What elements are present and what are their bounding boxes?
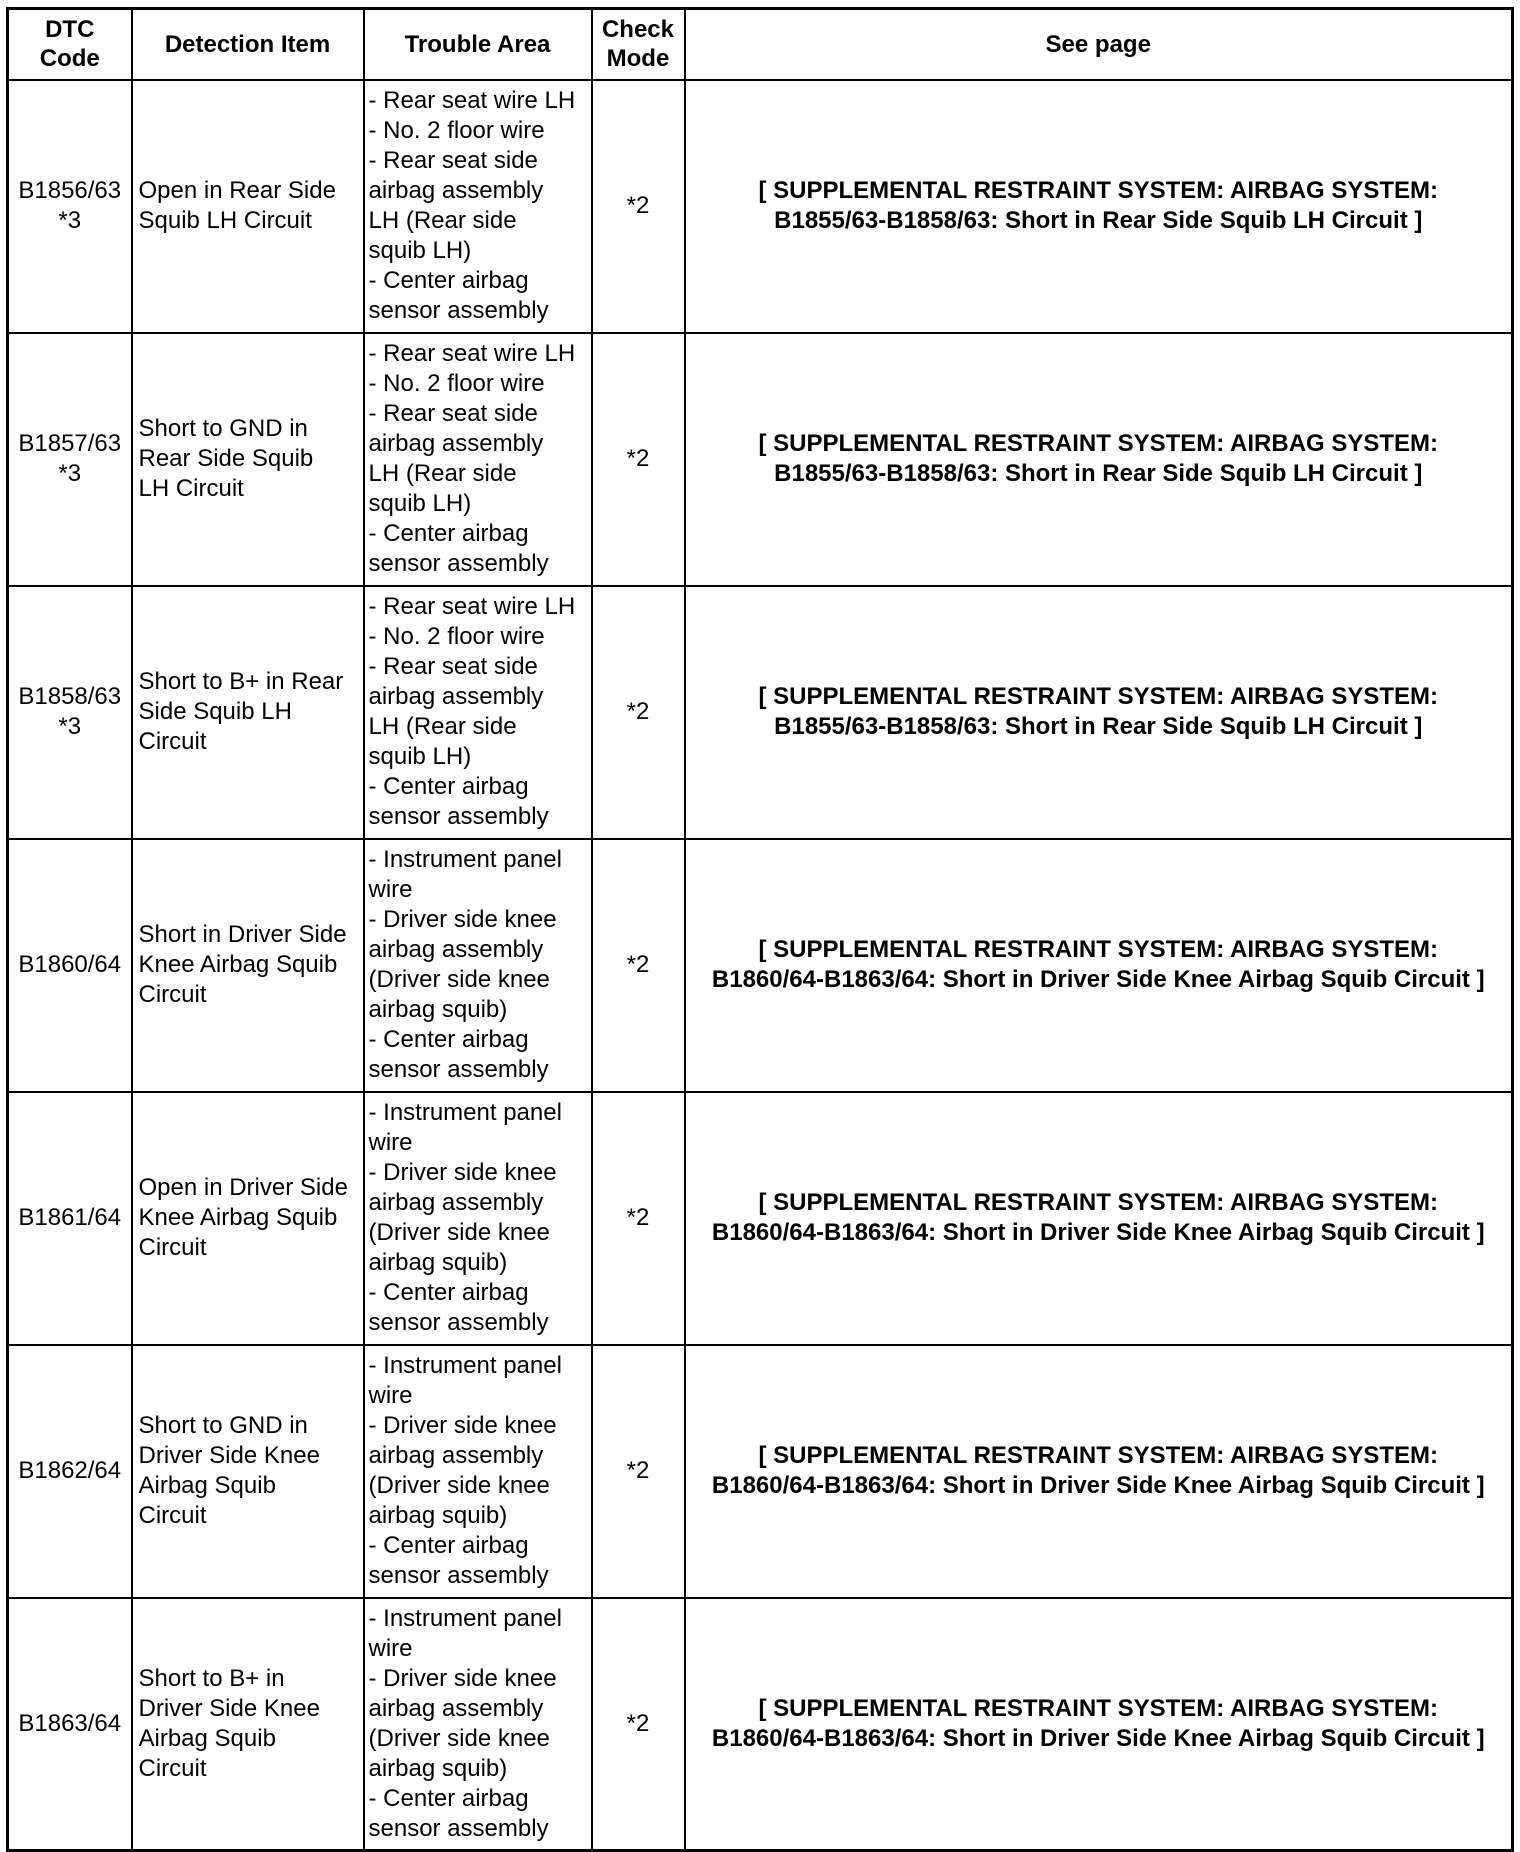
detection-item-cell-line: LH Circuit bbox=[138, 475, 244, 502]
trouble-area-cell-line: sensor assembly bbox=[368, 297, 549, 324]
table-row bbox=[8, 80, 1513, 333]
header-check-mode bbox=[592, 9, 685, 80]
trouble-area-cell-line: airbag squib) bbox=[368, 1754, 508, 1782]
trouble-area-cell-line: wire bbox=[368, 1129, 413, 1156]
trouble-area-cell-line: LH (Rear side bbox=[368, 713, 517, 740]
trouble-area-cell-line: (Driver side knee bbox=[368, 966, 550, 993]
detection-item-cell-line: Short in Driver Side bbox=[138, 921, 347, 948]
dtc-code-cell bbox=[8, 586, 132, 839]
table-row bbox=[8, 1598, 1513, 1851]
trouble-area-cell-line: airbag assembly bbox=[368, 1442, 544, 1469]
see-page-link-line: [ SUPPLEMENTAL RESTRAINT SYSTEM: AIRBAG SYSTEM: bbox=[758, 1442, 1439, 1469]
detection-item-cell-line: Airbag Squib bbox=[138, 1724, 276, 1752]
header-detection-item: Detection Item bbox=[132, 9, 364, 80]
trouble-area-cell-line: - Driver side knee bbox=[368, 1664, 557, 1692]
trouble-area-cell-line: - Center airbag bbox=[368, 1279, 529, 1306]
dtc-code-cell-line: *3 bbox=[58, 207, 82, 234]
detection-item-cell bbox=[132, 1345, 364, 1598]
header-check-mode-line: Mode bbox=[606, 45, 670, 73]
trouble-area-cell-line: - Rear seat wire LH bbox=[368, 340, 576, 367]
trouble-area-cell-line: - Center airbag bbox=[368, 773, 529, 800]
see-page-link-line: B1860/64-B1863/64: Short in Driver Side Knee Airbag Squib Circuit ] bbox=[711, 1219, 1485, 1246]
dtc-code-cell-line: B1860/64 bbox=[18, 951, 122, 978]
trouble-area-cell bbox=[364, 1345, 592, 1598]
dtc-code-cell-line: *3 bbox=[58, 460, 82, 487]
header-check-mode-line: Check bbox=[601, 16, 675, 44]
trouble-area-cell-line: - Instrument panel bbox=[368, 846, 562, 873]
check-mode-cell: *2 bbox=[592, 1092, 685, 1345]
trouble-area-cell bbox=[364, 333, 592, 586]
trouble-area-cell-line: - Rear seat side bbox=[368, 653, 538, 680]
trouble-area-cell-line: airbag squib) bbox=[368, 1502, 508, 1529]
see-page-link-line: [ SUPPLEMENTAL RESTRAINT SYSTEM: AIRBAG SYSTEM: bbox=[758, 430, 1439, 457]
trouble-area-cell-line: - No. 2 floor wire bbox=[368, 117, 545, 144]
table-row bbox=[8, 333, 1513, 586]
table-header bbox=[8, 9, 1513, 80]
trouble-area-cell-line: airbag squib) bbox=[368, 996, 508, 1023]
detection-item-cell-line: Circuit bbox=[138, 1754, 207, 1782]
trouble-area-cell-line: - Rear seat wire LH bbox=[368, 87, 576, 114]
header-dtc-code-line: Code bbox=[39, 45, 100, 73]
detection-item-cell-line: Driver Side Knee bbox=[138, 1694, 320, 1722]
see-page-link[interactable] bbox=[685, 1598, 1513, 1851]
table-row bbox=[8, 1345, 1513, 1598]
trouble-area-cell-line: wire bbox=[368, 1382, 413, 1409]
header-trouble-area: Trouble Area bbox=[364, 9, 592, 80]
trouble-area-cell-line: wire bbox=[368, 1634, 413, 1662]
see-page-link[interactable] bbox=[685, 333, 1513, 586]
dtc-code-cell bbox=[8, 1092, 132, 1345]
dtc-code-cell bbox=[8, 839, 132, 1092]
dtc-code-cell-line: *3 bbox=[58, 713, 82, 740]
detection-item-cell-line: Open in Rear Side bbox=[138, 177, 336, 204]
table-body bbox=[8, 80, 1513, 1851]
see-page-link-line: [ SUPPLEMENTAL RESTRAINT SYSTEM: AIRBAG SYSTEM: bbox=[758, 177, 1439, 204]
detection-item-cell-line: Knee Airbag Squib bbox=[138, 1204, 338, 1231]
see-page-link-line: [ SUPPLEMENTAL RESTRAINT SYSTEM: AIRBAG SYSTEM: bbox=[758, 1694, 1439, 1722]
detection-item-cell-line: Short to GND in bbox=[138, 415, 308, 442]
dtc-code-cell-line: B1858/63 bbox=[18, 683, 122, 710]
detection-item-cell-line: Circuit bbox=[138, 728, 207, 755]
trouble-area-cell bbox=[364, 1092, 592, 1345]
table-row bbox=[8, 586, 1513, 839]
detection-item-cell bbox=[132, 586, 364, 839]
see-page-link-line: [ SUPPLEMENTAL RESTRAINT SYSTEM: AIRBAG SYSTEM: bbox=[758, 683, 1439, 710]
detection-item-cell-line: Knee Airbag Squib bbox=[138, 951, 338, 978]
trouble-area-cell-line: LH (Rear side bbox=[368, 207, 517, 234]
trouble-area-cell-line: - Driver side knee bbox=[368, 906, 557, 933]
detection-item-cell-line: Side Squib LH bbox=[138, 698, 292, 725]
see-page-link-line: B1860/64-B1863/64: Short in Driver Side Knee Airbag Squib Circuit ] bbox=[711, 1472, 1485, 1499]
see-page-link-line: B1860/64-B1863/64: Short in Driver Side Knee Airbag Squib Circuit ] bbox=[711, 966, 1485, 993]
trouble-area-cell-line: - Instrument panel bbox=[368, 1099, 562, 1126]
trouble-area-cell bbox=[364, 586, 592, 839]
trouble-area-cell-line: - Instrument panel bbox=[368, 1604, 562, 1632]
detection-item-cell-line: Short to B+ in bbox=[138, 1664, 285, 1692]
check-mode-cell: *2 bbox=[592, 333, 685, 586]
trouble-area-cell-line: airbag assembly bbox=[368, 1189, 544, 1216]
trouble-area-cell-line: - Center airbag bbox=[368, 520, 529, 547]
trouble-area-cell-line: airbag assembly bbox=[368, 936, 544, 963]
detection-item-cell-line: Rear Side Squib bbox=[138, 445, 314, 472]
dtc-code-cell bbox=[8, 1598, 132, 1851]
check-mode-cell: *2 bbox=[592, 586, 685, 839]
trouble-area-cell-line: LH (Rear side bbox=[368, 460, 517, 487]
see-page-link-line: [ SUPPLEMENTAL RESTRAINT SYSTEM: AIRBAG SYSTEM: bbox=[758, 1189, 1439, 1216]
trouble-area-cell-line: (Driver side knee bbox=[368, 1724, 550, 1752]
trouble-area-cell bbox=[364, 80, 592, 333]
dtc-code-cell-line: B1856/63 bbox=[18, 177, 122, 204]
trouble-area-cell-line: - Center airbag bbox=[368, 267, 529, 294]
see-page-link[interactable] bbox=[685, 839, 1513, 1092]
see-page-link-line: B1855/63-B1858/63: Short in Rear Side Squib LH Circuit ] bbox=[774, 713, 1423, 740]
detection-item-cell bbox=[132, 1092, 364, 1345]
check-mode-cell: *2 bbox=[592, 80, 685, 333]
see-page-link[interactable] bbox=[685, 1092, 1513, 1345]
trouble-area-cell-line: airbag assembly bbox=[368, 177, 544, 204]
header-dtc-code-line: DTC bbox=[45, 16, 95, 44]
detection-item-cell-line: Squib LH Circuit bbox=[138, 207, 312, 234]
dtc-code-cell bbox=[8, 333, 132, 586]
trouble-area-cell-line: (Driver side knee bbox=[368, 1219, 550, 1246]
trouble-area-cell-line: (Driver side knee bbox=[368, 1472, 550, 1499]
trouble-area-cell-line: airbag assembly bbox=[368, 1694, 544, 1722]
trouble-area-cell-line: - Rear seat side bbox=[368, 147, 538, 174]
dtc-code-cell-line: B1857/63 bbox=[18, 430, 122, 457]
trouble-area-cell-line: - Driver side knee bbox=[368, 1159, 557, 1186]
trouble-area-cell-line: - Rear seat wire LH bbox=[368, 593, 576, 620]
detection-item-cell-line: Circuit bbox=[138, 981, 207, 1008]
header-row bbox=[8, 9, 1513, 80]
trouble-area-cell-line: - Driver side knee bbox=[368, 1412, 557, 1439]
trouble-area-cell-line: airbag squib) bbox=[368, 1249, 508, 1276]
trouble-area-cell bbox=[364, 1598, 592, 1851]
detection-item-cell-line: Airbag Squib bbox=[138, 1472, 276, 1499]
see-page-link-line: B1855/63-B1858/63: Short in Rear Side Squib LH Circuit ] bbox=[774, 207, 1423, 234]
trouble-area-cell-line: sensor assembly bbox=[368, 1056, 549, 1083]
trouble-area-cell-line: - Rear seat side bbox=[368, 400, 538, 427]
trouble-area-cell-line: sensor assembly bbox=[368, 1562, 549, 1589]
table-row bbox=[8, 1092, 1513, 1345]
dtc-code-cell-line: B1861/64 bbox=[18, 1204, 122, 1231]
trouble-area-cell-line: - No. 2 floor wire bbox=[368, 623, 545, 650]
trouble-area-cell bbox=[364, 839, 592, 1092]
trouble-area-cell-line: squib LH) bbox=[368, 237, 472, 264]
dtc-table bbox=[6, 7, 1514, 1852]
trouble-area-cell-line: - Center airbag bbox=[368, 1532, 529, 1559]
table-row bbox=[8, 839, 1513, 1092]
detection-item-cell bbox=[132, 333, 364, 586]
trouble-area-cell-line: - No. 2 floor wire bbox=[368, 370, 545, 397]
header-see-page: See page bbox=[685, 9, 1513, 80]
trouble-area-cell-line: wire bbox=[368, 876, 413, 903]
trouble-area-cell-line: - Center airbag bbox=[368, 1784, 529, 1812]
see-page-link[interactable] bbox=[685, 80, 1513, 333]
dtc-code-cell bbox=[8, 1345, 132, 1598]
detection-item-cell-line: Short to B+ in Rear bbox=[138, 668, 344, 695]
detection-item-cell-line: Short to GND in bbox=[138, 1412, 308, 1439]
dtc-code-cell-line: B1863/64 bbox=[18, 1709, 122, 1737]
check-mode-cell: *2 bbox=[592, 839, 685, 1092]
trouble-area-cell-line: squib LH) bbox=[368, 743, 472, 770]
trouble-area-cell-line: sensor assembly bbox=[368, 1309, 549, 1336]
check-mode-cell: *2 bbox=[592, 1345, 685, 1598]
see-page-link[interactable] bbox=[685, 586, 1513, 839]
trouble-area-cell-line: sensor assembly bbox=[368, 803, 549, 830]
header-dtc-code bbox=[8, 9, 132, 80]
detection-item-cell bbox=[132, 839, 364, 1092]
see-page-link-line: B1860/64-B1863/64: Short in Driver Side Knee Airbag Squib Circuit ] bbox=[711, 1724, 1485, 1752]
dtc-code-cell-line: B1862/64 bbox=[18, 1457, 122, 1484]
detection-item-cell-line: Driver Side Knee bbox=[138, 1442, 320, 1469]
trouble-area-cell-line: - Instrument panel bbox=[368, 1352, 562, 1379]
trouble-area-cell-line: sensor assembly bbox=[368, 1814, 549, 1842]
detection-item-cell-line: Circuit bbox=[138, 1234, 207, 1261]
trouble-area-cell-line: sensor assembly bbox=[368, 550, 549, 577]
check-mode-cell: *2 bbox=[592, 1598, 685, 1851]
see-page-link[interactable] bbox=[685, 1345, 1513, 1598]
trouble-area-cell-line: squib LH) bbox=[368, 490, 472, 517]
detection-item-cell bbox=[132, 1598, 364, 1851]
trouble-area-cell-line: - Center airbag bbox=[368, 1026, 529, 1053]
dtc-code-cell bbox=[8, 80, 132, 333]
see-page-link-line: B1855/63-B1858/63: Short in Rear Side Squib LH Circuit ] bbox=[774, 460, 1423, 487]
see-page-link-line: [ SUPPLEMENTAL RESTRAINT SYSTEM: AIRBAG SYSTEM: bbox=[758, 936, 1439, 963]
detection-item-cell-line: Circuit bbox=[138, 1502, 207, 1529]
detection-item-cell-line: Open in Driver Side bbox=[138, 1174, 348, 1201]
trouble-area-cell-line: airbag assembly bbox=[368, 683, 544, 710]
trouble-area-cell-line: airbag assembly bbox=[368, 430, 544, 457]
detection-item-cell bbox=[132, 80, 364, 333]
